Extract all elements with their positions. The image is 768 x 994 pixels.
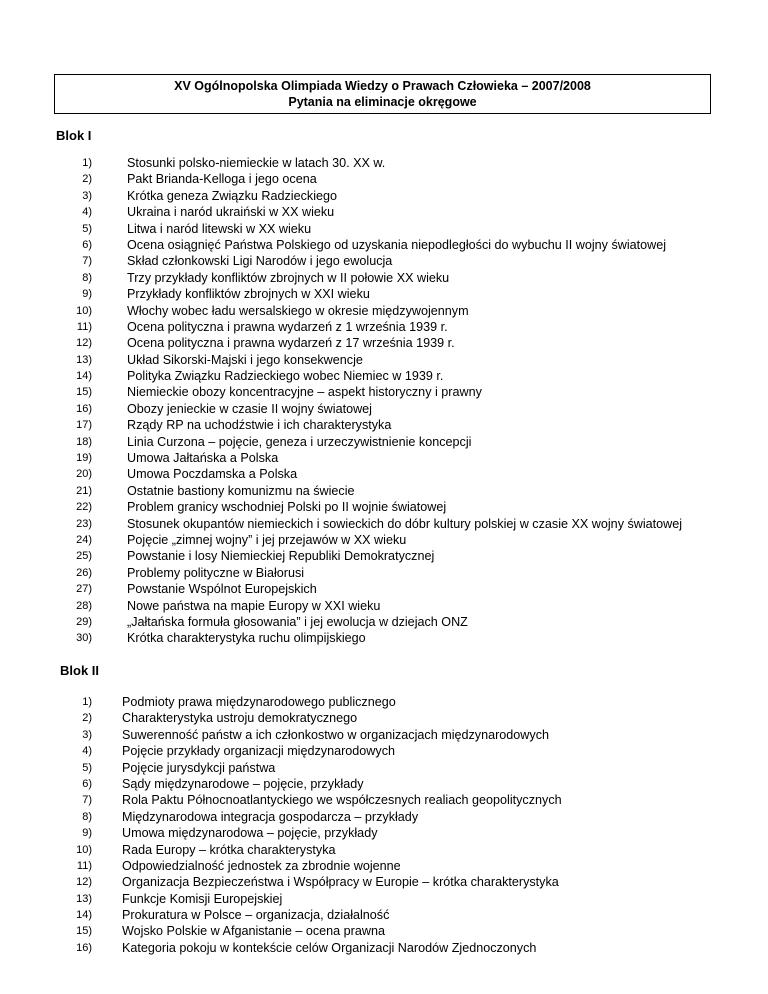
item-text: Kategoria pokoju w kontekście celów Organizacji Narodów Zjednoczonych (122, 940, 537, 955)
item-number: 10) (76, 304, 92, 317)
item-number: 28) (76, 599, 92, 612)
item-number: 27) (76, 583, 92, 596)
item-text: Pojęcie „zimnej wojny” i jej przejawów w XX wieku (127, 532, 407, 547)
item-number: 14) (76, 370, 92, 383)
item-text: Pojęcie przykłady organizacji międzynarodowych (122, 744, 395, 759)
item-number: 25) (76, 550, 92, 563)
list-item (60, 466, 682, 482)
item-number: 4) (82, 206, 92, 219)
list-item (60, 727, 562, 743)
item-text: Rządy RP na uchodźstwie i ich charakterystyka (127, 418, 392, 433)
item-number: 13) (76, 353, 92, 366)
item-number: 13) (76, 892, 92, 905)
item-number: 6) (82, 777, 92, 790)
list-item (60, 825, 562, 841)
item-text: Polityka Związku Radzieckiego wobec Niemiec w 1939 r. (127, 369, 444, 384)
item-number: 5) (82, 222, 92, 235)
item-number: 1) (82, 696, 92, 708)
list-item (60, 417, 682, 433)
item-text: Rada Europy – krótka charakterystyka (122, 842, 336, 857)
item-text: Rola Paktu Północnoatlantyckiego we współczesnych realiach geopolitycznych (122, 793, 562, 808)
item-text: Umowa Poczdamska a Polska (127, 467, 298, 482)
list-item (60, 614, 682, 630)
list-item (60, 598, 682, 614)
item-text: Litwa i naród litewski w XX wieku (127, 221, 312, 236)
item-text: Suwerenność państw a ich członkostwo w organizacjach międzynarodowych (122, 727, 550, 742)
item-text: Układ Sikorski-Majski i jego konsekwencje (127, 352, 363, 367)
item-text: Niemieckie obozy koncentracyjne – aspekt historyczny i prawny (127, 385, 482, 400)
list-item (60, 842, 562, 858)
list-item (60, 792, 562, 808)
document-title: XV Ogólnopolska Olimpiada Wiedzy o Prawach Człowieka – 2007/2008 (174, 79, 591, 93)
item-number: 23) (76, 517, 92, 530)
item-text: Włochy wobec ładu wersalskiego w okresie międzywojennym (127, 303, 469, 318)
item-text: Skład członkowski Ligi Narodów i jego ewolucja (127, 254, 393, 269)
item-text: Ocena polityczna i prawna wydarzeń z 17 września 1939 r. (127, 336, 455, 351)
item-number: 16) (76, 941, 92, 954)
list-item (60, 743, 562, 759)
item-number: 8) (82, 271, 92, 284)
item-text: Ostatnie bastiony komunizmu na świecie (127, 483, 355, 498)
list-item (60, 532, 682, 548)
block-2-heading: Blok II (60, 663, 100, 678)
document-header (54, 74, 711, 114)
item-text: Przykłady konfliktów zbrojnych w XXI wieku (127, 287, 370, 302)
list-item (60, 907, 562, 923)
list-item (60, 923, 562, 939)
list-item (60, 891, 562, 907)
item-number: 19) (76, 452, 92, 465)
item-number: 8) (82, 810, 92, 823)
item-number: 17) (76, 419, 92, 432)
block-1-heading: Blok I (56, 128, 92, 143)
list-item (60, 760, 562, 776)
item-text: „Jałtańska formuła głosowania” i jej ewolucja w dziejach ONZ (127, 614, 468, 629)
item-text: Organizacja Bezpieczeństwa i Współpracy w Europie – krótka charakterystyka (122, 875, 559, 890)
item-text: Stosunki polsko-niemieckie w latach 30. XX w. (127, 156, 386, 170)
list-item (60, 401, 682, 417)
item-number: 7) (82, 255, 92, 268)
list-item (60, 221, 682, 237)
item-text: Obozy jenieckie w czasie II wojny światowej (127, 401, 372, 416)
list-item (60, 171, 682, 187)
list-item (60, 776, 562, 792)
document-subtitle: Pytania na eliminacje okręgowe (288, 95, 477, 109)
list-item (60, 809, 562, 825)
item-number: 12) (76, 337, 92, 350)
item-number: 11) (76, 320, 92, 333)
item-text: Prokuratura w Polsce – organizacja, działalność (122, 908, 390, 923)
item-number: 20) (76, 468, 92, 481)
item-text: Trzy przykłady konfliktów zbrojnych w II połowie XX wieku (127, 270, 450, 285)
list-item (60, 694, 562, 710)
item-text: Charakterystyka ustroju demokratycznego (122, 711, 358, 726)
list-item (60, 155, 682, 171)
item-text: Funkcje Komisji Europejskiej (122, 891, 283, 906)
item-text: Umowa Jałtańska a Polska (127, 451, 279, 466)
item-number: 26) (76, 566, 92, 579)
item-text: Powstanie Wspólnot Europejskich (127, 582, 317, 597)
list-item (60, 188, 682, 204)
item-number: 4) (82, 745, 92, 758)
list-item (60, 581, 682, 597)
list-item (60, 565, 682, 581)
item-number: 3) (82, 728, 92, 741)
item-text: Odpowiedzialność jednostek za zbrodnie wojenne (122, 858, 401, 873)
list-item (60, 286, 682, 302)
item-text: Ocena polityczna i prawna wydarzeń z 1 września 1939 r. (127, 319, 448, 334)
item-text: Sądy międzynarodowe – pojęcie, przykłady (122, 776, 364, 791)
item-text: Pakt Brianda-Kelloga i jego ocena (127, 172, 317, 187)
item-number: 2) (82, 173, 92, 186)
item-text: Podmioty prawa międzynarodowego publicznego (122, 695, 396, 709)
list-item (60, 874, 562, 890)
list-item (60, 335, 682, 351)
list-item (60, 319, 682, 335)
list-item (60, 630, 682, 646)
item-number: 22) (76, 501, 92, 514)
item-number: 6) (82, 238, 92, 251)
item-number: 30) (76, 632, 92, 645)
item-number: 7) (82, 794, 92, 807)
item-number: 11) (76, 859, 92, 872)
item-text: Pojęcie jurysdykcji państwa (122, 760, 276, 775)
list-item (60, 303, 682, 319)
item-text: Stosunek okupantów niemieckich i sowieckich do dóbr kultury polskiej w czasie XX wojny światowej (127, 516, 683, 531)
list-item (60, 204, 682, 220)
item-text: Umowa międzynarodowa – pojęcie, przykłady (122, 826, 378, 841)
item-text: Międzynarodowa integracja gospodarcza – przykłady (122, 809, 419, 824)
list-item (60, 352, 682, 368)
item-number: 24) (76, 533, 92, 546)
item-text: Powstanie i losy Niemieckiej Republiki Demokratycznej (127, 549, 435, 564)
list-item (60, 253, 682, 269)
item-number: 18) (76, 435, 92, 448)
block-1-list (60, 155, 682, 647)
item-text: Ukraina i naród ukraiński w XX wieku (127, 205, 335, 220)
list-item (60, 548, 682, 564)
item-number: 16) (76, 402, 92, 415)
item-text: Linia Curzona – pojęcie, geneza i urzeczywistnienie koncepcji (127, 434, 472, 449)
item-text: Nowe państwa na mapie Europy w XXI wieku (127, 598, 381, 613)
item-number: 21) (76, 484, 92, 497)
list-item (60, 483, 682, 499)
item-number: 14) (76, 909, 92, 922)
item-number: 9) (82, 827, 92, 840)
item-text: Wojsko Polskie w Afganistanie – ocena prawna (122, 924, 385, 939)
list-item (60, 237, 682, 253)
list-item (60, 384, 682, 400)
list-item (60, 450, 682, 466)
item-number: 29) (76, 615, 92, 628)
item-text: Ocena osiągnięć Państwa Polskiego od uzyskania niepodległości do wybuchu II wojny światowej (127, 237, 667, 252)
item-number: 3) (82, 189, 92, 202)
item-number: 10) (76, 843, 92, 856)
list-item (60, 858, 562, 874)
list-item (60, 940, 562, 956)
item-text: Krótka charakterystyka ruchu olimpijskiego (127, 631, 366, 646)
item-number: 2) (82, 712, 92, 725)
list-item (60, 368, 682, 384)
item-number: 15) (76, 925, 92, 938)
item-number: 9) (82, 288, 92, 301)
item-number: 1) (82, 157, 92, 169)
block-2-list (60, 694, 562, 956)
list-item (60, 499, 682, 515)
item-text: Krótka geneza Związku Radzieckiego (127, 188, 338, 203)
list-item (60, 516, 682, 532)
item-text: Problem granicy wschodniej Polski po II wojnie światowej (127, 500, 447, 515)
item-number: 5) (82, 761, 92, 774)
item-number: 12) (76, 876, 92, 889)
item-text: Problemy polityczne w Białorusi (127, 565, 305, 580)
item-number: 15) (76, 386, 92, 399)
list-item (60, 270, 682, 286)
list-item (60, 710, 562, 726)
list-item (60, 434, 682, 450)
